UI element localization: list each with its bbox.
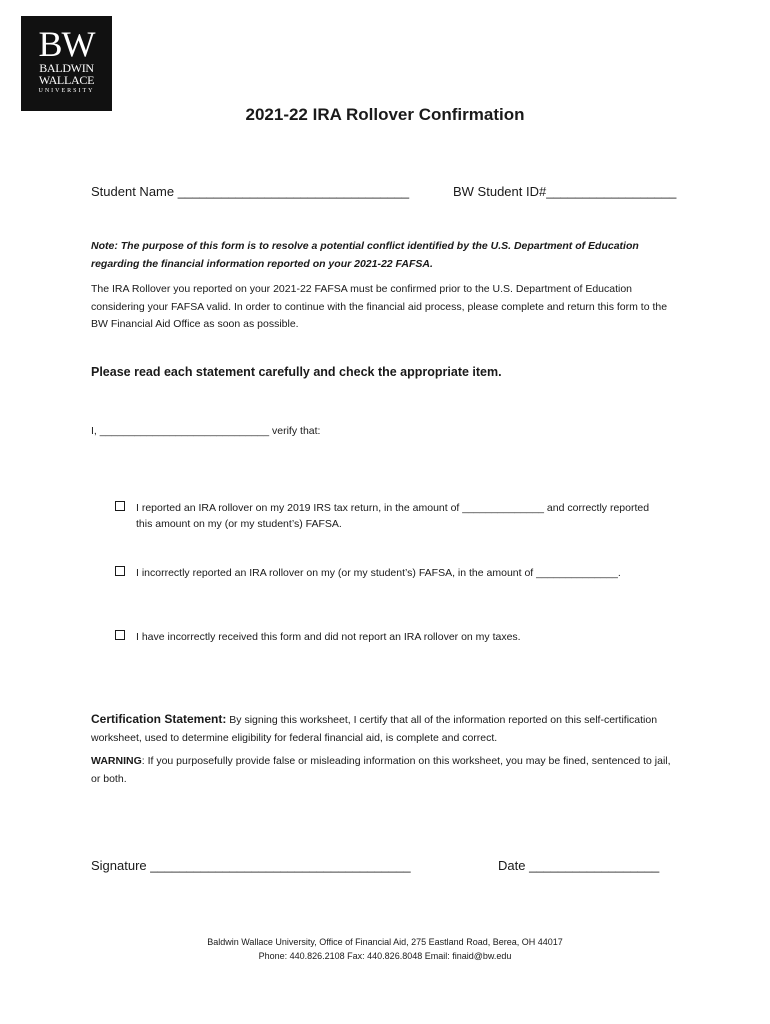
- date-field[interactable]: [498, 858, 659, 873]
- check-instruction: Please read each statement carefully and check the appropriate item.: [91, 365, 502, 379]
- certification-statement: [91, 710, 681, 747]
- checkbox[interactable]: [115, 566, 125, 576]
- signature-field[interactable]: [91, 858, 411, 873]
- checkbox[interactable]: [115, 630, 125, 640]
- student-id-blank[interactable]: __________________: [546, 184, 677, 199]
- option-text: I reported an IRA rollover on my 2019 IRS tax return, in the amount of ______________ and correctly reported this amount on my (or my student’s) FAFSA.: [136, 502, 650, 530]
- signature-label: Signature: [91, 858, 147, 873]
- student-id-label: BW Student ID#: [453, 184, 547, 199]
- option-reported-correctly[interactable]: [115, 500, 675, 532]
- warning-text: : If you purposefully provide false or misleading information on this worksheet, you may be fined, sentenced to jail, or both.: [91, 755, 671, 785]
- option-reported-incorrectly[interactable]: [115, 565, 675, 581]
- footer-address: Baldwin Wallace University, Office of Financial Aid, 275 Eastland Road, Berea, OH 44017: [207, 937, 563, 947]
- logo-line-1: BALDWIN: [39, 61, 94, 75]
- form-title: 2021-22 IRA Rollover Confirmation: [245, 105, 525, 124]
- purpose-note: Note: The purpose of this form is to resolve a potential conflict identified by the U.S. Department of Education regarding the financial information reported on your 2021-22 FAFSA.: [91, 240, 639, 270]
- checkbox[interactable]: [115, 501, 125, 511]
- option-received-in-error[interactable]: [115, 629, 675, 645]
- logo-line-2: WALLACE: [38, 73, 95, 87]
- date-label: Date: [498, 858, 526, 873]
- student-name-blank[interactable]: ________________________________: [177, 184, 410, 199]
- student-name-field[interactable]: [91, 184, 409, 199]
- verify-line[interactable]: I, _____________________________ verify that:: [91, 425, 321, 437]
- date-blank[interactable]: __________________: [529, 858, 660, 873]
- certification-lead: Certification Statement:: [91, 712, 227, 726]
- logo-line-3: UNIVERSITY: [38, 88, 95, 94]
- option-text: I have incorrectly received this form and did not report an IRA rollover on my taxes.: [136, 631, 521, 643]
- instructions-paragraph: The IRA Rollover you reported on your 2021-22 FAFSA must be confirmed prior to the U.S. Department of Education considering your FAFSA valid. In order to continue with the financial aid process, please complete and return this form to the BW Financial Aid Office as soon as possible.: [91, 283, 668, 330]
- student-id-field[interactable]: [453, 184, 676, 199]
- signature-blank[interactable]: ____________________________________: [150, 858, 411, 873]
- university-logo: [21, 16, 112, 111]
- warning-statement: [91, 753, 681, 788]
- logo-mark: BW: [38, 24, 95, 64]
- certification-text: By signing this worksheet, I certify that all of the information reported on this self-certification worksheet, used to determine eligibility for federal financial aid, is complete and correct.: [91, 714, 658, 744]
- footer-contact: Phone: 440.826.2108 Fax: 440.826.8048 Email: finaid@bw.edu: [258, 951, 512, 961]
- warning-lead: WARNING: [91, 755, 142, 767]
- student-name-label: Student Name: [91, 184, 175, 199]
- option-text: I incorrectly reported an IRA rollover on my (or my student’s) FAFSA, in the amount of ______________.: [136, 567, 621, 579]
